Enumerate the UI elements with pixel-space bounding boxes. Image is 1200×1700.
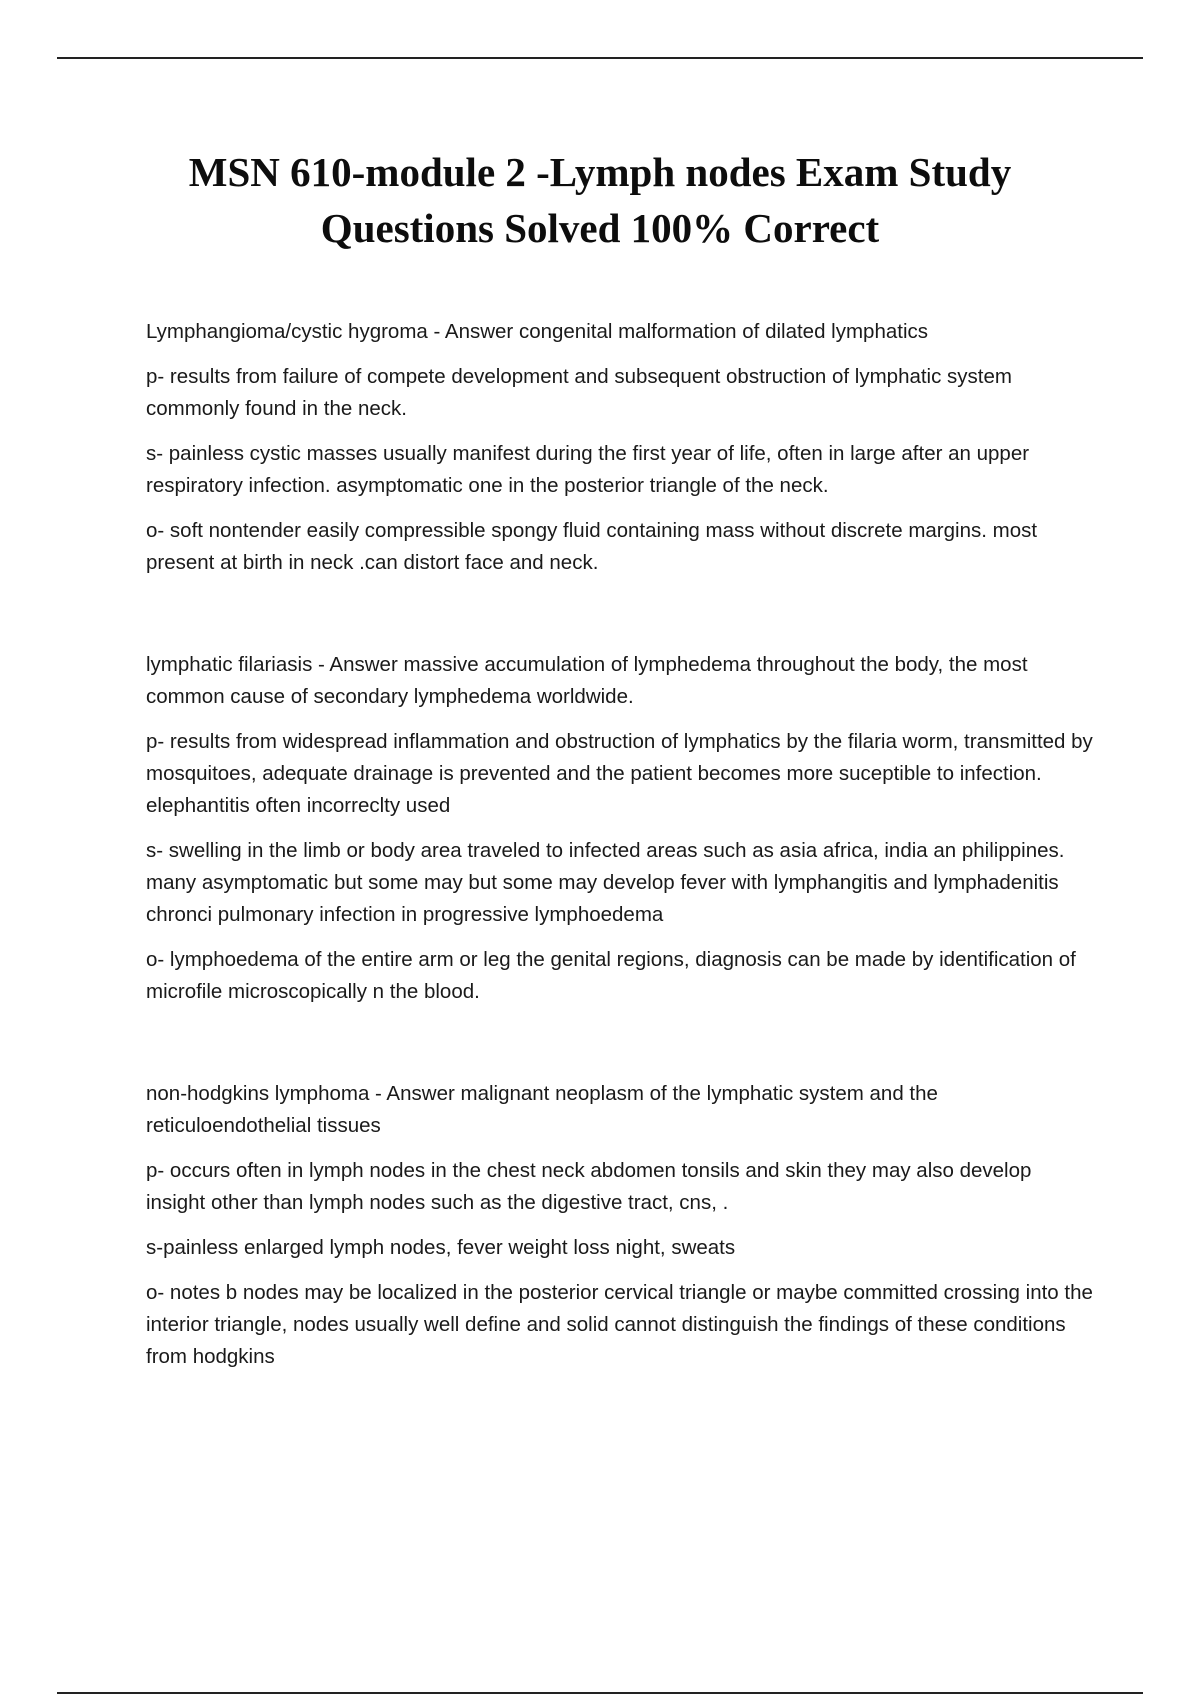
entry-objective: o- notes b nodes may be localized in the posterior cervical triangle or maybe committed crossing into the interior triangle, nodes usually well define and solid cannot distinguish the findings of these conditions from hodgkins [146, 1281, 1093, 1368]
entry-answer: lymphatic filariasis - Answer massive accumulation of lymphedema throughout the body, the most common cause of secondary lymphedema worldwide. [146, 653, 1028, 708]
title-line-2: Questions Solved 100% Correct [320, 205, 880, 251]
entry-subjective: s-painless enlarged lymph nodes, fever weight loss night, sweats [146, 1236, 736, 1259]
entry-pathophysiology: p- results from failure of compete development and subsequent obstruction of lymphatic system commonly found in the neck. [146, 365, 1012, 420]
entry-pathophysiology: p- occurs often in lymph nodes in the chest neck abdomen tonsils and skin they may also develop insight other than lymph nodes such as the digestive tract, cns, . [146, 1159, 1032, 1214]
entry-objective: o- lymphoedema of the entire arm or leg the genital regions, diagnosis can be made by identification of microfile microscopically n the blood. [146, 948, 1076, 1003]
document-title [100, 144, 1100, 256]
entry-pathophysiology: p- results from widespread inflammation and obstruction of lymphatics by the filaria worm, transmitted by mosquitoes, adequate drainage is prevented and the patient becomes more suceptible to infection. elephantitis often incorreclty used [146, 730, 1093, 817]
footer-rule [57, 1692, 1143, 1694]
entry-non-hodgkins-lymphoma [146, 1078, 1096, 1373]
title-line-1: MSN 610-module 2 -Lymph nodes Exam Study [188, 149, 1012, 195]
entry-lymphangioma [146, 316, 1096, 579]
document-body [146, 316, 1096, 1373]
entry-answer: non-hodgkins lymphoma - Answer malignant neoplasm of the lymphatic system and the reticuloendothelial tissues [146, 1082, 938, 1137]
header-rule [57, 57, 1143, 59]
entry-answer: Lymphangioma/cystic hygroma - Answer congenital malformation of dilated lymphatics [146, 320, 929, 343]
entry-subjective: s- swelling in the limb or body area traveled to infected areas such as asia africa, india an philippines. many asymptomatic but some may but some may develop fever with lymphangitis and lymphadenitis chronci pulmonary infection in progressive lymphoedema [146, 839, 1065, 926]
entry-objective: o- soft nontender easily compressible spongy fluid containing mass without discrete margins. most present at birth in neck .can distort face and neck. [146, 519, 1038, 574]
entry-lymphatic-filariasis [146, 649, 1096, 1008]
entry-subjective: s- painless cystic masses usually manifest during the first year of life, often in large after an upper respiratory infection. asymptomatic one in the posterior triangle of the neck. [146, 442, 1030, 497]
